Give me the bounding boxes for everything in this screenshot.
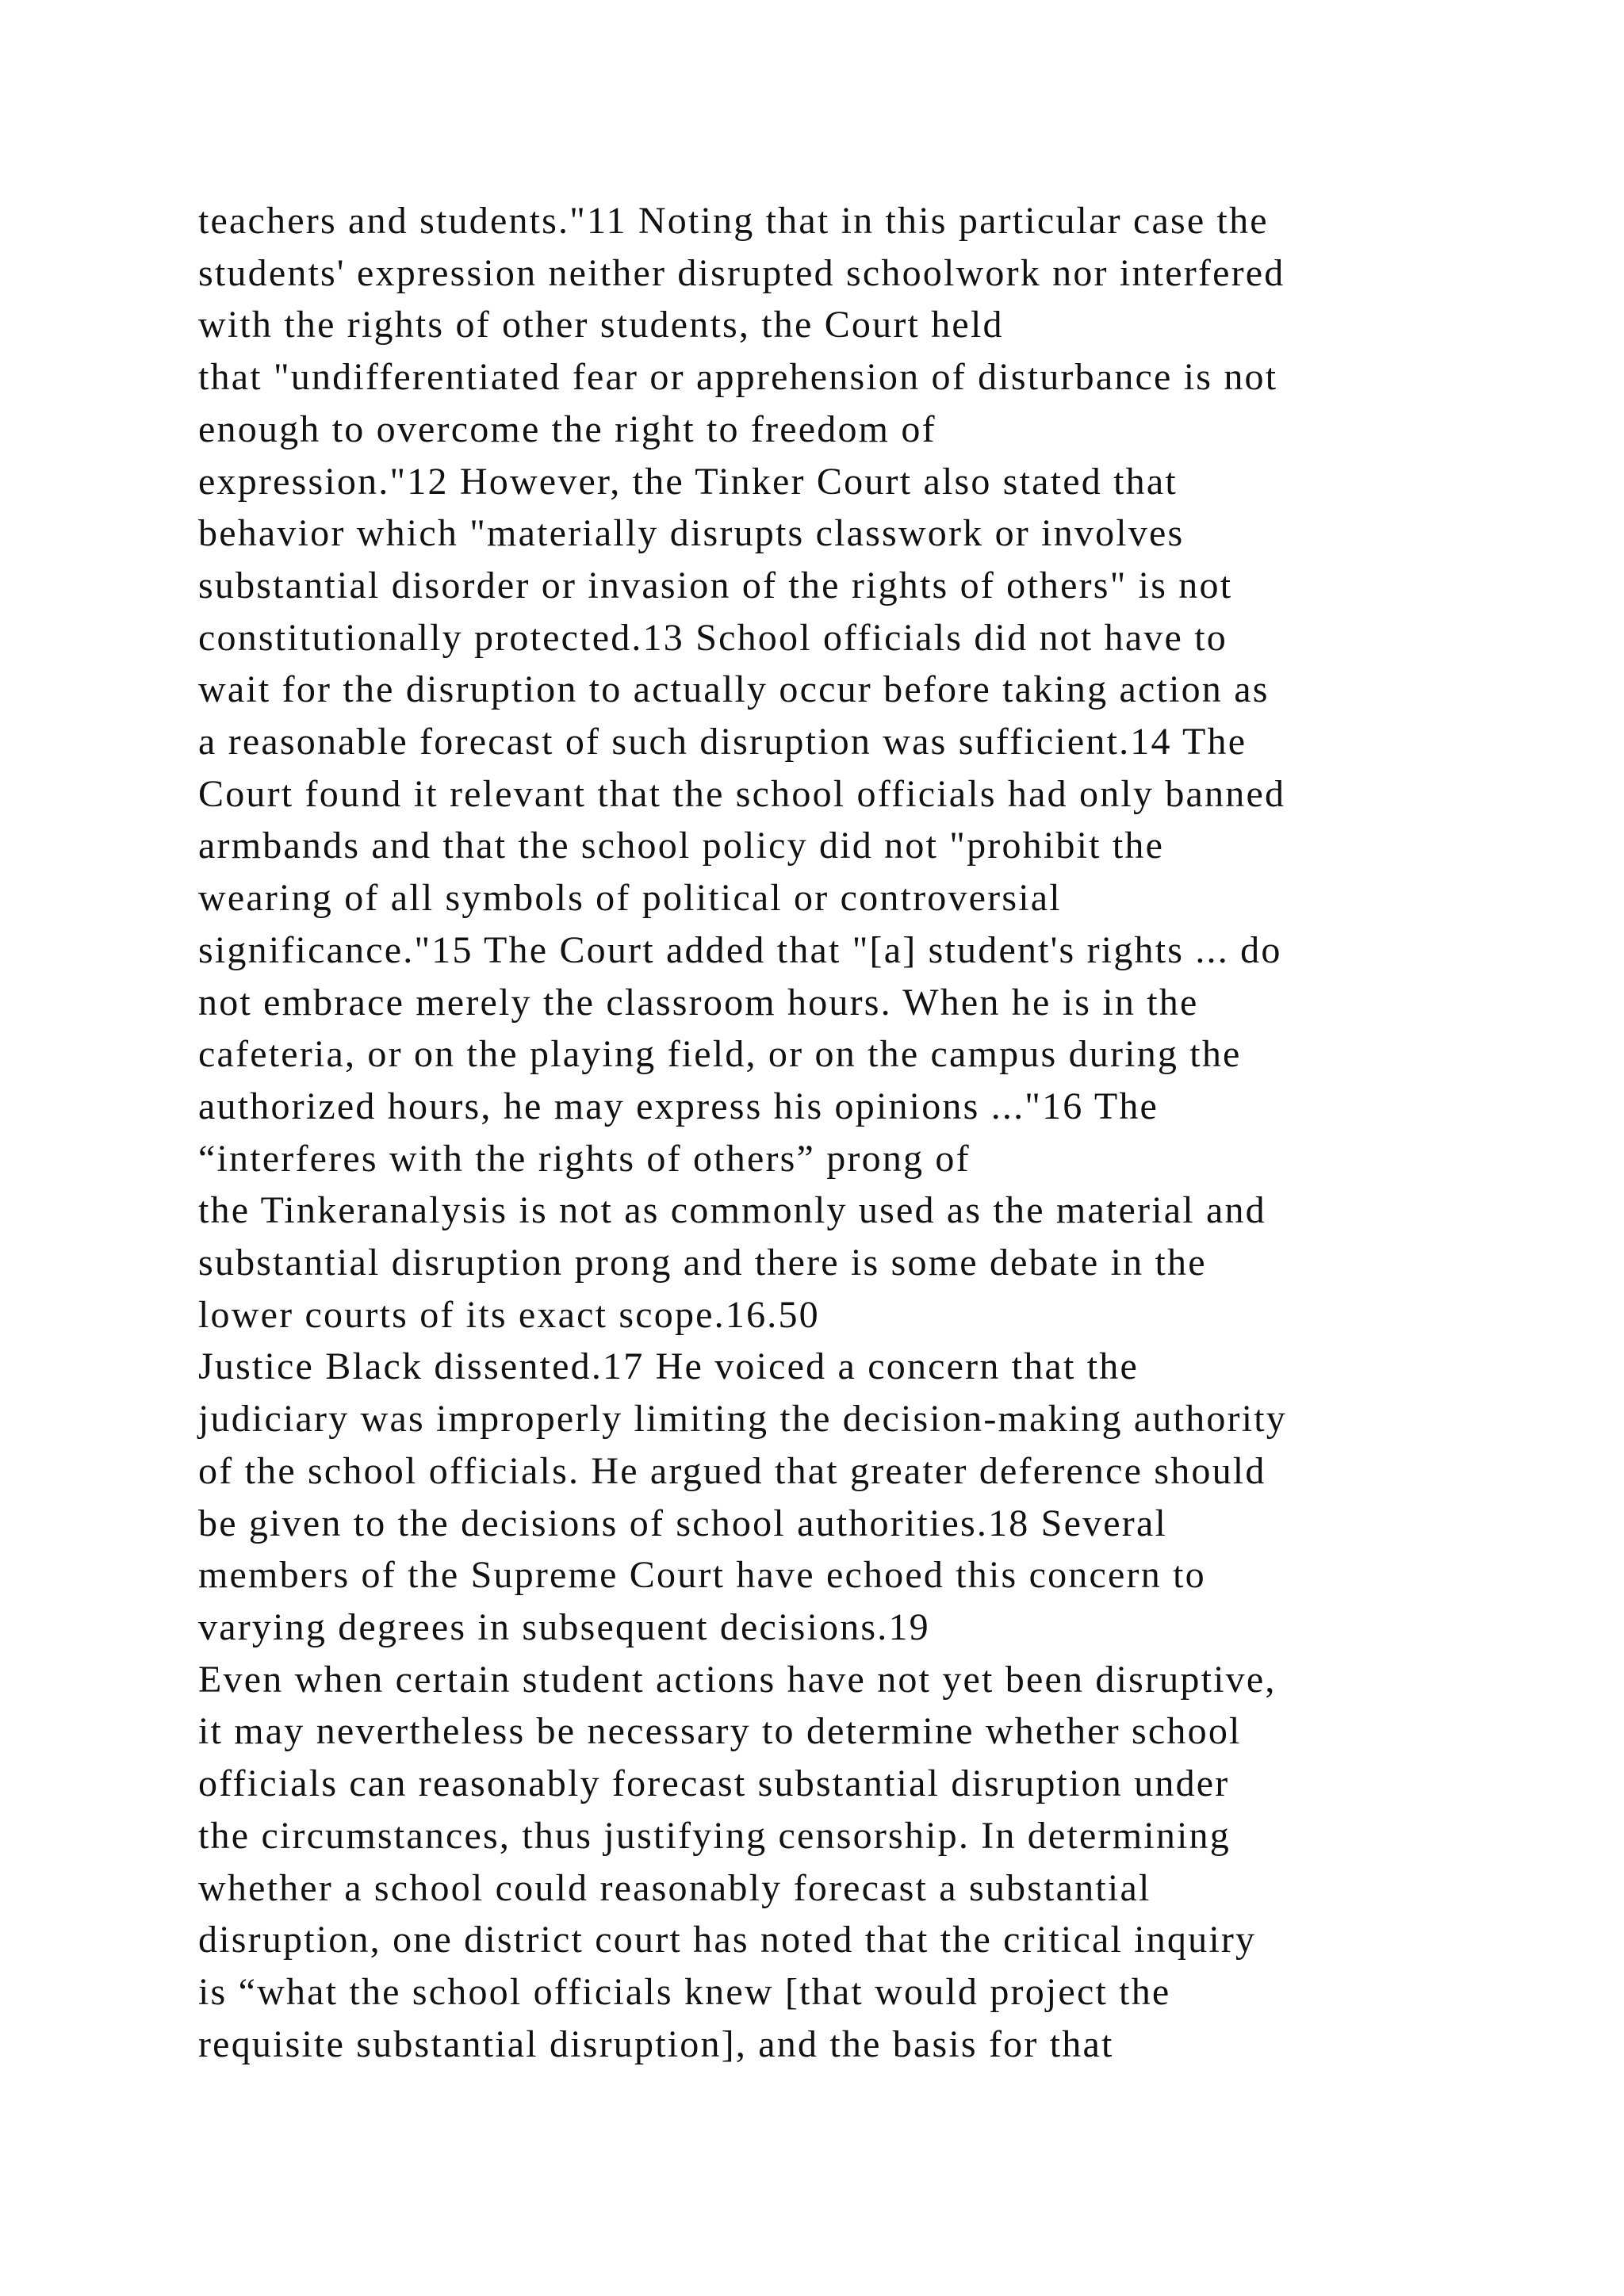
body-text xyxy=(198,195,1499,2070)
text-line: “interferes with the rights of others” prong of xyxy=(198,1137,971,1180)
text-line: wait for the disruption to actually occur before taking action as xyxy=(198,668,1270,711)
text-line: Court found it relevant that the school officials had only banned xyxy=(198,772,1286,815)
text-line: constitutionally protected.13 School officials did not have to xyxy=(198,616,1228,659)
text-line: enough to overcome the right to freedom of xyxy=(198,408,936,450)
text-line: significance."15 The Court added that "[a] student's rights ... do xyxy=(198,928,1282,971)
text-line: armbands and that the school policy did not "prohibit the xyxy=(198,825,1165,867)
text-line: members of the Supreme Court have echoed this concern to xyxy=(198,1554,1206,1597)
text-line: is “what the school officials knew [that would project the xyxy=(198,1970,1171,2013)
text-line: the Tinkeranalysis is not as commonly used as the material and xyxy=(198,1189,1266,1232)
text-line: Even when certain student actions have not yet been disruptive, xyxy=(198,1658,1277,1701)
text-line: not embrace merely the classroom hours. When he is in the xyxy=(198,981,1199,1024)
text-line: behavior which "materially disrupts classwork or involves xyxy=(198,512,1185,555)
text-line: substantial disorder or invasion of the rights of others" is not xyxy=(198,564,1233,607)
text-line: varying degrees in subsequent decisions.19 xyxy=(198,1605,930,1648)
text-line: requisite substantial disruption], and the basis for that xyxy=(198,2022,1114,2065)
text-line: substantial disruption prong and there is some debate in the xyxy=(198,1242,1207,1284)
text-line: lower courts of its exact scope.16.50 xyxy=(198,1293,820,1336)
text-line: be given to the decisions of school authorities.18 Several xyxy=(198,1502,1168,1544)
text-line: students' expression neither disrupted schoolwork nor interfered xyxy=(198,251,1285,294)
text-line: authorized hours, he may express his opinions ..."16 The xyxy=(198,1085,1159,1127)
text-line: cafeteria, or on the playing field, or on the campus during the xyxy=(198,1033,1242,1076)
text-line: whether a school could reasonably forecast a substantial xyxy=(198,1866,1151,1909)
text-line: it may nevertheless be necessary to determine whether school xyxy=(198,1710,1242,1753)
text-line: disruption, one district court has noted that the critical inquiry xyxy=(198,1919,1257,1961)
text-line: with the rights of other students, the Court held xyxy=(198,304,1004,346)
text-line: of the school officials. He argued that greater deference should xyxy=(198,1449,1266,1492)
text-line: that "undifferentiated fear or apprehension of disturbance is not xyxy=(198,356,1278,399)
text-line: the circumstances, thus justifying censorship. In determining xyxy=(198,1814,1231,1857)
text-line: wearing of all symbols of political or controversial xyxy=(198,877,1062,920)
text-line: teachers and students."11 Noting that in this particular case the xyxy=(198,200,1269,242)
text-line: expression."12 However, the Tinker Court also stated that xyxy=(198,460,1178,503)
text-line: a reasonable forecast of such disruption was sufficient.14 The xyxy=(198,721,1247,763)
text-line: judiciary was improperly limiting the decision-making authority xyxy=(198,1398,1288,1441)
text-line: Justice Black dissented.17 He voiced a concern that the xyxy=(198,1345,1139,1388)
text-line: officials can reasonably forecast substantial disruption under xyxy=(198,1762,1230,1805)
